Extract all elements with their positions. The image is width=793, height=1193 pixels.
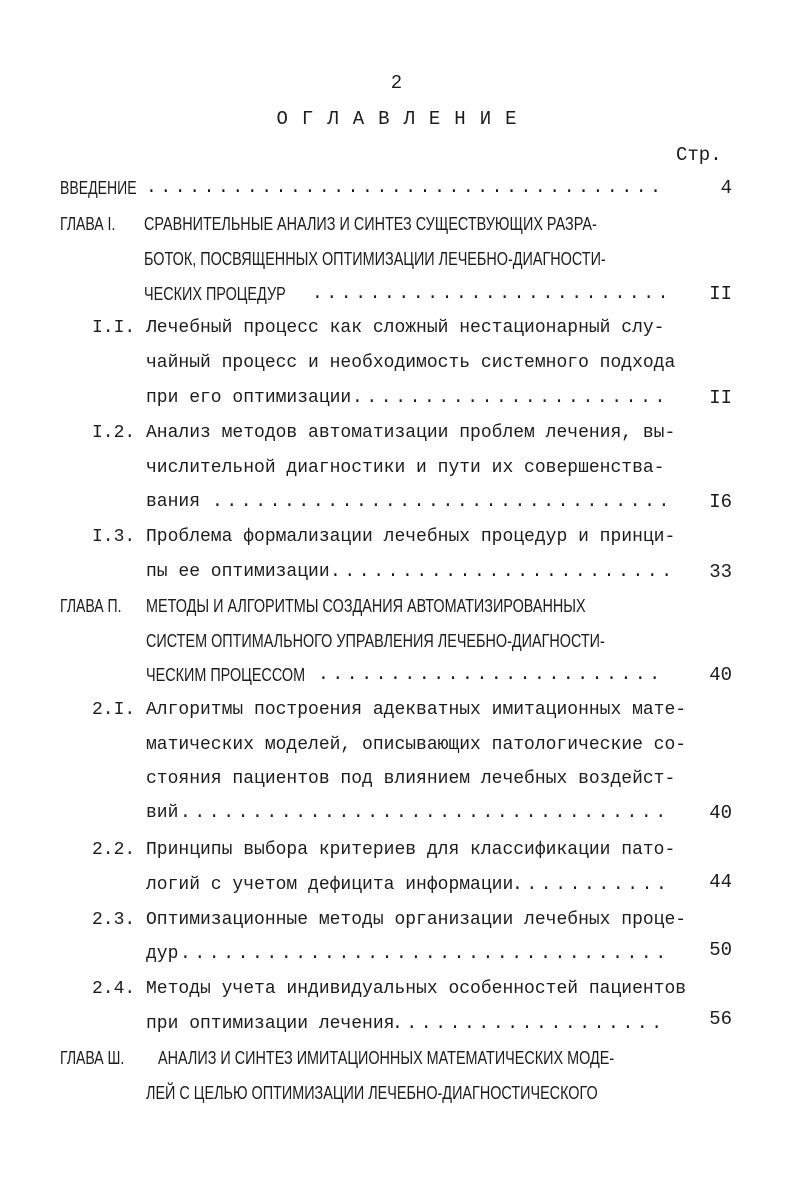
toc-title: ОГЛАВЛЕНИЕ bbox=[276, 108, 531, 130]
entry-line-1: Анализ методов автоматизации проблем лечения, вы- bbox=[146, 423, 676, 443]
entry-line-1: Проблема формализации лечебных процедур и принци- bbox=[146, 527, 676, 547]
entry-line-1: СРАВНИТЕЛЬНЫЕ АНАЛИЗ И СИНТЕЗ СУЩЕСТВУЮЩИХ РАЗРА- bbox=[144, 214, 597, 234]
entry-line-2: числительной диагностики и пути их совершенства- bbox=[146, 458, 665, 478]
entry-page: 4 bbox=[720, 177, 732, 199]
dot-leader bbox=[330, 560, 668, 584]
entry-line-3: стояния пациентов под влиянием лечебных воздейст- bbox=[146, 769, 676, 789]
entry-line-1: Лечебный процесс как сложный нестационарный слу- bbox=[146, 318, 665, 338]
entry-line-3: при его оптимизации bbox=[146, 388, 352, 408]
page-number: 2 bbox=[390, 72, 403, 94]
entry-page: 33 bbox=[709, 561, 732, 583]
dot-leader bbox=[212, 490, 668, 514]
entry-page: II bbox=[709, 387, 732, 409]
entry-line-2: СИСТЕМ ОПТИМАЛЬНОГО УПРАВЛЕНИЯ ЛЕЧЕБНО-ДИАГНОСТИ- bbox=[146, 631, 605, 651]
section-number: I.3. bbox=[92, 527, 136, 547]
chapter-label: ГЛАВА I. bbox=[60, 214, 116, 234]
entry-line-2: БОТОК, ПОСВЯЩЕННЫХ ОПТИМИЗАЦИИ ЛЕЧЕБНО-ДИАГНОСТИ- bbox=[144, 249, 606, 269]
section-number: 2.3. bbox=[92, 910, 136, 930]
page-column-header: Стр. bbox=[676, 144, 722, 166]
entry-line-2: дур bbox=[146, 944, 179, 964]
entry-line-2: пы ее оптимизации bbox=[146, 562, 330, 582]
entry-page: 44 bbox=[709, 871, 732, 893]
entry-line-1: Оптимизационные методы организации лечебных проце- bbox=[146, 910, 687, 930]
entry-page: 40 bbox=[709, 664, 732, 686]
entry-page: 40 bbox=[709, 802, 732, 824]
entry-line-2: при оптимизации лечения bbox=[146, 1014, 395, 1034]
chapter-label: ГЛАВА Ш. bbox=[60, 1048, 125, 1068]
entry-line-1: АНАЛИЗ И СИНТЕЗ ИМИТАЦИОННЫХ МАТЕМАТИЧЕСКИХ МОДЕ- bbox=[158, 1048, 615, 1068]
entry-page: 50 bbox=[709, 939, 732, 961]
dot-leader bbox=[180, 801, 668, 825]
entry-line-2: логий с учетом дефицита информации bbox=[146, 875, 514, 895]
dot-leader bbox=[352, 386, 668, 410]
dot-leader bbox=[392, 1012, 668, 1036]
entry-title: ВВЕДЕНИЕ bbox=[60, 178, 137, 198]
entry-line-2: матических моделей, описывающих патологические со- bbox=[146, 735, 687, 755]
dot-leader bbox=[180, 942, 668, 966]
entry-page: 56 bbox=[709, 1008, 732, 1030]
section-number: 2.4. bbox=[92, 979, 136, 999]
entry-page: II bbox=[709, 283, 732, 305]
entry-line-3: вания bbox=[146, 492, 201, 512]
entry-line-2: ЛЕЙ С ЦЕЛЬЮ ОПТИМИЗАЦИИ ЛЕЧЕБНО-ДИАГНОСТИЧЕСКОГО bbox=[146, 1083, 598, 1103]
entry-line-4: вий bbox=[146, 803, 179, 823]
entry-line-3: ЧЕСКИХ ПРОЦЕДУР bbox=[144, 284, 286, 304]
dot-leader bbox=[318, 663, 668, 687]
dot-leader bbox=[312, 282, 668, 306]
chapter-label: ГЛАВА П. bbox=[60, 596, 122, 616]
section-number: 2.2. bbox=[92, 840, 136, 860]
section-number: 2.I. bbox=[92, 700, 136, 720]
entry-line-2: чайный процесс и необходимость системного подхода bbox=[146, 353, 676, 373]
entry-page: I6 bbox=[709, 491, 732, 513]
entry-line-1: Методы учета индивидуальных особенностей пациентов bbox=[146, 979, 687, 999]
section-number: I.I. bbox=[92, 318, 136, 338]
entry-line-1: Принципы выбора критериев для классификации пато- bbox=[146, 840, 676, 860]
section-number: I.2. bbox=[92, 423, 136, 443]
entry-line-1: МЕТОДЫ И АЛГОРИТМЫ СОЗДАНИЯ АВТОМАТИЗИРОВАННЫХ bbox=[146, 596, 586, 616]
entry-line-3: ЧЕСКИМ ПРОЦЕССОМ bbox=[146, 665, 306, 685]
dot-leader bbox=[146, 176, 666, 200]
dot-leader bbox=[512, 873, 668, 897]
entry-line-1: Алгоритмы построения адекватных имитационных мате- bbox=[146, 700, 687, 720]
